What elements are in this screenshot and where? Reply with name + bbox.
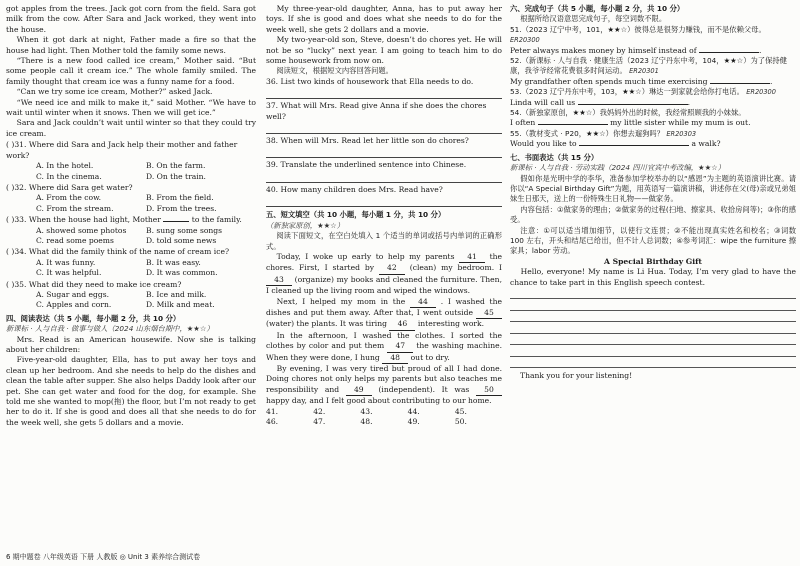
- cloze-paragraph: Today, I woke up early to help my parents 41 the chores. First, I started by 42 (clean) my bedroom. I 43 (organize) my books and cleaned the furniture. Then, I cleaned up the living room and wiped the windows.: [266, 251, 503, 296]
- option-c: C. In the cinema.: [36, 171, 102, 181]
- instruction: 阅读短文，根据短文内容回答问题。: [276, 66, 393, 76]
- answer-slot[interactable]: 45.: [454, 406, 467, 416]
- column-right: [510, 4, 796, 382]
- question-stem: ( )31. Where did Sara and Jack help their mother and father work?: [6, 140, 238, 160]
- writing-prompt: 假如你是光明中学的李华，准备参加学校举办的以“感恩”为主题的英语演讲比赛。请你以“A Special Birthday Gift”为题，用英语写一篇演讲稿，讲述你在父(母)亲或兄弟姐妹生日那天，送上的一份特殊生日礼物——做家务。: [510, 173, 796, 204]
- answer-row: [266, 407, 502, 417]
- writing-notes: 注意：①可以适当增加细节，以使行文连贯；②不能出现真实姓名和校名；③词数 100 左右，开头和结尾已给出，但不计人总词数；④参考词汇：wipe the furniture 擦家具；labor 劳动。: [510, 225, 796, 256]
- option-d: D. Milk and meat.: [146, 300, 215, 310]
- answer-slot[interactable]: 42.: [313, 406, 326, 416]
- answer-blank[interactable]: [578, 104, 688, 105]
- option-a: A. It was funny.: [36, 257, 96, 267]
- writing-line[interactable]: [510, 357, 796, 369]
- question-38: 38. When will Mrs. Read let her little son do chores?: [266, 136, 469, 146]
- writing-line[interactable]: [510, 288, 796, 300]
- question-34: [6, 247, 256, 278]
- question-stem: ( )34. What did the family think of the name of cream ice?: [6, 247, 230, 257]
- question-40: 40. How many children does Mrs. Read have?: [266, 184, 443, 194]
- blank-48[interactable]: 48: [382, 353, 408, 364]
- passage-paragraph: got apples from the trees. Jack got corn from the field. Sara got milk from the cow. After Sara and Jack worked, they went into the house.: [6, 4, 256, 34]
- section-tag: 新课标 · 人与自我 · 做事与做人（2024 山东烟台期中，★★☆）: [6, 324, 214, 334]
- answer-line[interactable]: [266, 197, 502, 207]
- question-39: 39. Translate the underlined sentence into Chinese.: [266, 160, 467, 170]
- question-stem: ( )32. Where did Sara get water?: [6, 182, 133, 192]
- option-c: C. Apples and corn.: [36, 300, 112, 310]
- answer-slot[interactable]: 49.: [407, 417, 420, 426]
- essay-start: Hello, everyone! My name is Li Hua. Today, I’m very glad to have the chance to take part in this English speech contest.: [510, 267, 796, 287]
- option-a: A. showed some photos: [36, 225, 127, 235]
- option-b: B. It was easy.: [146, 257, 201, 267]
- essay-end: Thank you for your listening!: [520, 371, 633, 381]
- answer-line[interactable]: [266, 89, 502, 99]
- answer-slot[interactable]: 48.: [360, 417, 373, 426]
- answer-line[interactable]: [266, 173, 502, 183]
- cloze-paragraph: In the afternoon, I washed the clothes. I sorted the clothes by color and put them 47 the washing machine. When they were done, I hung 48 out to dry.: [266, 331, 502, 364]
- blank-45[interactable]: 45: [476, 308, 502, 319]
- answer-slot[interactable]: 41.: [266, 406, 279, 416]
- page-footer: 6 期中题卷 八年级英语 下册 人教版 ◎ Unit 3 素养综合测试卷: [6, 553, 201, 561]
- writing-line[interactable]: [510, 322, 796, 334]
- question-stem: ( )35. What did they need to make ice cream?: [6, 279, 182, 289]
- blank-41[interactable]: 41: [459, 252, 485, 263]
- blank-46[interactable]: 46: [389, 319, 415, 330]
- answer-row: [266, 417, 502, 427]
- section-title: 五、短文填空（共 10 小题，每小题 1 分，共 10 分）: [266, 210, 446, 220]
- answer-line[interactable]: [266, 124, 502, 134]
- writing-line[interactable]: [510, 299, 796, 311]
- section-tag: 新课标 · 人与自我 · 劳动实践（2024 四川宜宾中考改编，★★☆）: [510, 163, 725, 173]
- section-title: 四、阅读表达（共 5 小题，每小题 2 分，共 10 分）: [6, 313, 181, 323]
- question-35: [6, 280, 256, 311]
- passage-paragraph: “There is a new food called ice cream,” Mother said. “But some people call it cream ice.” The whole family smiled. The family thought that cream ice was a funny name for a food.: [6, 56, 256, 86]
- instruction: 根据所给汉语意思完成句子，每空词数不限。: [520, 14, 667, 24]
- writing-line[interactable]: [510, 334, 796, 346]
- answer-slot[interactable]: 46.: [266, 417, 279, 426]
- answer-blank[interactable]: [579, 145, 689, 146]
- sentence-55-cn: 55.（教材变式 · P20，★★☆）你想去遛狗吗？ ER20303: [510, 128, 697, 138]
- column-middle: [266, 4, 502, 427]
- writing-line[interactable]: [510, 311, 796, 323]
- option-d: D. From the trees.: [146, 203, 217, 213]
- cloze-paragraph: By evening, I was very tired but proud of all I had done. Doing chores not only helps my parents but also teaches me responsibility and 49 (independent). It was 50 happy day, and I felt good about contributing to our home.: [266, 363, 502, 406]
- question-31: [6, 140, 256, 182]
- blank-50[interactable]: 50: [476, 385, 502, 396]
- passage-paragraph: My three-year-old daughter, Anna, has to put away her toys. If she is good and does what she needs to do for the week well, she gets 2 dollars and a movie.: [266, 4, 502, 34]
- option-c: C. From the stream.: [36, 203, 114, 213]
- sentence-52-en: My grandfather often spends much time exercising .: [510, 76, 773, 86]
- sentence-51-en: Peter always makes money by himself instead of .: [510, 45, 762, 55]
- sentence-51-cn: 51.（2023 辽宁中考，101，★★☆）彼得总是很努力赚钱，而不是依赖父母。 ER20300: [510, 24, 766, 45]
- writing-content: 内容包括：①做家务的理由；②做家务的过程(扫地、擦家具、收拾房间等)；③你的感受。: [510, 204, 796, 225]
- column-left: [6, 4, 256, 428]
- option-b: B. From the field.: [146, 193, 214, 203]
- question-36: 36. List two kinds of housework that Ella needs to do.: [266, 76, 474, 86]
- passage-paragraph: Sara and Jack couldn’t wait until winter so that they could try ice cream.: [6, 118, 256, 138]
- section-title: 七、书面表达（共 15 分）: [510, 152, 599, 162]
- passage-paragraph: “Can we try some ice cream, Mother?” asked Jack.: [16, 87, 213, 97]
- blank-42[interactable]: 42: [379, 263, 405, 274]
- option-b: B. Ice and milk.: [146, 289, 207, 299]
- option-d: D. It was common.: [146, 268, 218, 278]
- sentence-53-cn: 53.（2023 辽宁丹东中考，103，★★☆）琳达一到家就会给你打电话。 ER20300: [510, 87, 776, 97]
- answer-blank[interactable]: [699, 52, 759, 53]
- passage-paragraph: My two-year-old son, Steve, doesn’t do chores yet. He will not be so “lucky” next year. I am going to teach him to do some housework from now on.: [266, 35, 502, 66]
- sentence-55-en: Would you like to a walk?: [510, 139, 721, 149]
- blank-47[interactable]: 47: [387, 341, 413, 352]
- answer-blank[interactable]: [538, 124, 608, 125]
- option-c: C. It was helpful.: [36, 268, 102, 278]
- section-tag: （新独家原创，★★☆）: [266, 220, 344, 230]
- passage-paragraph: Five-year-old daughter, Ella, has to put away her toys and clean up her bedroom. And she needs to help do the dishes and clean the table after supper. She also helps Daddy look after our pet. She can get water and food for the dog, for example. She told me she wanted to mop(拖) the floor, but I’m not ready to get her to do it. If she is good and does all that she needs to do for the week well, she gets 5 dollars and a movie.: [6, 355, 256, 427]
- option-c: C. read some poems: [36, 235, 114, 245]
- option-d: D. told some news: [146, 235, 217, 245]
- question-stem: ( )33. When the house had light, Mother: [6, 215, 161, 225]
- answer-blank[interactable]: [710, 83, 770, 84]
- option-b: B. On the farm.: [146, 161, 206, 171]
- answer-slot[interactable]: 44.: [407, 406, 420, 416]
- writing-area[interactable]: [510, 288, 796, 369]
- sentence-54-en: I often my little sister while my mum is out.: [510, 118, 751, 128]
- option-b: B. sung some songs: [146, 225, 223, 235]
- option-a: A. From the cow.: [36, 193, 102, 203]
- blank-43[interactable]: 43: [266, 275, 292, 286]
- instruction: 阅读下面短文，在空白处填入 1 个适当的单词或括号内单词的正确形式。: [266, 231, 502, 251]
- sentence-54-cn: 54.（新独家原创，★★☆）我妈妈外出的时候，我经常照顾我的小妹妹。: [510, 108, 746, 118]
- blank-49[interactable]: 49: [346, 385, 372, 396]
- essay-title: A Special Birthday Gift: [604, 256, 702, 266]
- question-37: 37. What will Mrs. Read give Anna if she does the chores well?: [266, 101, 487, 121]
- sentence-53-en: Linda will call us .: [510, 97, 691, 107]
- cloze-paragraph: Next, I helped my mom in the 44 . I washed the dishes and put them away. After that, I went outside 45 (water) the plants. It was tiring 46 interesting work.: [266, 297, 502, 331]
- option-d: D. On the train.: [146, 171, 206, 181]
- answer-blank[interactable]: [163, 221, 189, 222]
- answer-slot[interactable]: 50.: [454, 417, 467, 426]
- writing-line[interactable]: [510, 345, 796, 357]
- option-a: A. In the hotel.: [36, 161, 94, 171]
- sentence-52-cn: 52.（新课标 · 人与自我 · 健康生活（2023 辽宁丹东中考，104，★★☆）为了保持健康，我爷爷经常花费很多时间运动。 ER20301: [510, 56, 787, 76]
- answer-slot[interactable]: 47.: [313, 417, 326, 426]
- question-33: [6, 215, 256, 246]
- passage-paragraph: When it got dark at night, Father made a fire so that the house had light. Then Mother told the family some news.: [6, 35, 256, 55]
- option-a: A. Sugar and eggs.: [36, 289, 110, 299]
- answer-slot[interactable]: 43.: [360, 406, 373, 416]
- answer-line[interactable]: [266, 148, 502, 158]
- passage-paragraph: Mrs. Read is an American housewife. Now she is talking about her children:: [6, 334, 256, 354]
- passage-paragraph: “We need ice and milk to make it,” said Mother. “We have to wait until winter when it snows. Then we will get ice.”: [6, 97, 256, 118]
- blank-44[interactable]: 44: [410, 297, 436, 308]
- section-title: 六、完成句子（共 5 小题，每小题 2 分，共 10 分）: [510, 4, 685, 13]
- question-stem-end: to the family.: [191, 215, 242, 225]
- question-32: [6, 183, 256, 214]
